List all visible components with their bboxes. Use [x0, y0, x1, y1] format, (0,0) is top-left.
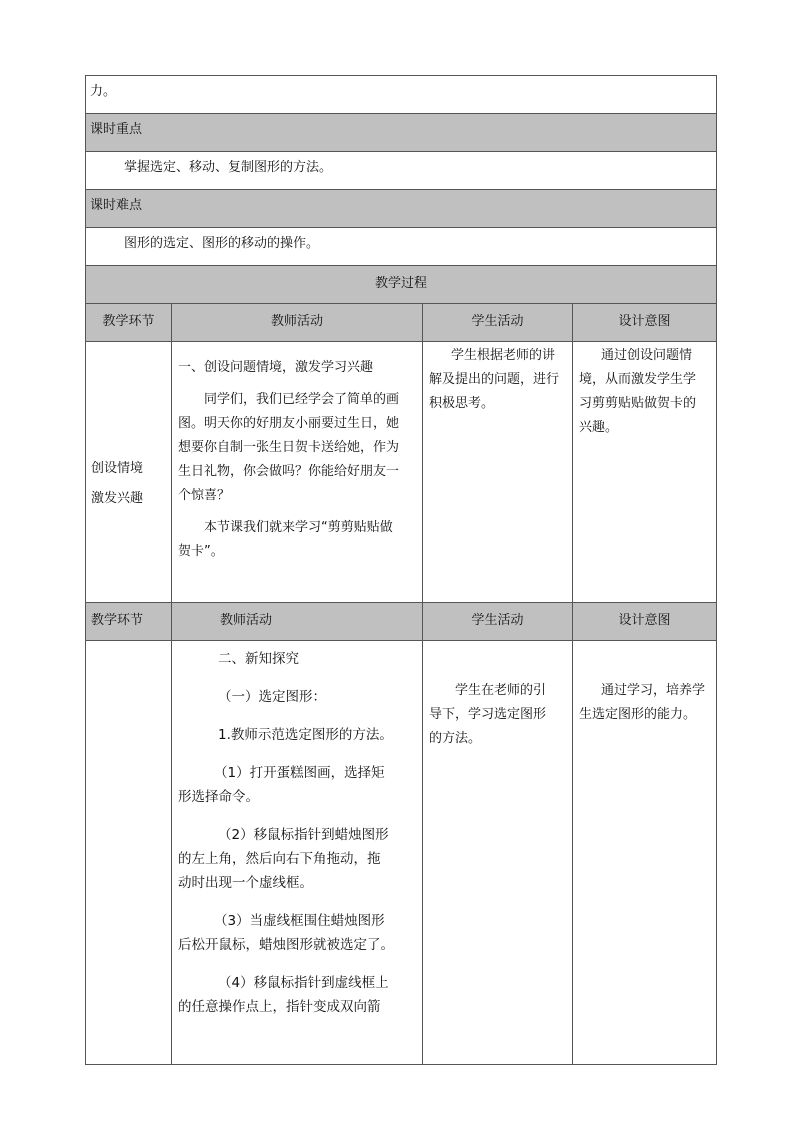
teacher-line: （一）选定图形：	[218, 689, 326, 705]
intent-line: 通过学习，培养学	[601, 683, 706, 698]
difficulty-text: 图形的选定、图形的移动的操作。	[86, 228, 717, 266]
intent-line: 兴趣。	[579, 420, 619, 435]
teacher-line: 贺卡”。	[178, 544, 224, 559]
section2-stage	[86, 641, 172, 1065]
column-header-row-2	[86, 603, 717, 641]
intent-line: 生选定图形的能力。	[579, 707, 697, 722]
header-stage: 教学环节	[86, 603, 172, 641]
intent-line: 习剪剪贴贴做贺卡的	[579, 396, 697, 411]
section1-stage	[86, 342, 172, 603]
teacher-line: （2）移鼠标指针到蜡烛图形	[218, 827, 389, 843]
intent-line: 通过创设问题情	[601, 348, 693, 363]
column-header-row	[86, 304, 717, 342]
section1-student	[423, 342, 573, 603]
section2-intent	[573, 641, 717, 1065]
process-title-row	[86, 266, 717, 304]
teacher-line: 同学们，我们已经学会了简单的画	[204, 392, 400, 407]
teacher-line: 的左上角，然后向右下角拖动，拖	[178, 851, 381, 867]
teacher-line: 想要你自制一张生日贺卡送给她，作为	[178, 440, 400, 455]
intent-line: 境，从而激发学生学	[579, 372, 697, 387]
teacher-line: 动时出现一个虚线框。	[178, 875, 313, 891]
teacher-line: （3）当虚线框围住蜡烛图形	[214, 913, 385, 929]
teacher-line: 本节课我们就来学习“剪剪贴贴做	[204, 520, 393, 535]
student-line: 积极思考。	[429, 396, 495, 411]
teacher-line: 的任意操作点上，指针变成双向箭	[178, 999, 381, 1015]
stage-line: 激发兴趣	[91, 491, 144, 506]
stage-line: 创设情境	[91, 461, 144, 476]
teacher-line: 个惊喜？	[178, 488, 231, 503]
header-teacher: 教师活动	[172, 603, 423, 641]
section1-row	[86, 342, 717, 603]
key-point-header-row	[86, 114, 717, 152]
student-line: 学生在老师的引	[455, 683, 547, 698]
difficulty-label: 课时难点	[86, 190, 717, 228]
header-student: 学生活动	[423, 603, 573, 641]
header-intent: 设计意图	[573, 603, 717, 641]
student-line: 导下，学习选定图形	[429, 707, 547, 722]
continuation-text: 力。	[86, 76, 717, 114]
teacher-line: 后松开鼠标，蜡烛图形就被选定了。	[178, 937, 394, 953]
teacher-line: （4）移鼠标指针到虚线框上	[218, 975, 389, 991]
key-point-label: 课时重点	[86, 114, 717, 152]
difficulty-row	[86, 228, 717, 266]
process-title: 教学过程	[86, 266, 717, 304]
student-line: 的方法。	[429, 731, 482, 746]
section2-teacher	[172, 641, 423, 1065]
lesson-plan-table	[85, 75, 717, 1065]
key-point-text: 掌握选定、移动、复制图形的方法。	[86, 152, 717, 190]
teacher-line: 1.教师示范选定图形的方法。	[218, 727, 393, 743]
section1-intent	[573, 342, 717, 603]
teacher-line: 图。明天你的好朋友小丽要过生日，她	[178, 416, 400, 431]
header-teacher: 教师活动	[172, 304, 423, 342]
header-stage: 教学环节	[86, 304, 172, 342]
section2-student	[423, 641, 573, 1065]
section1-teacher	[172, 342, 423, 603]
teacher-line: 生日礼物，你会做吗？你能给好朋友一	[178, 464, 400, 479]
teacher-heading: 一、创设问题情境，激发学习兴趣	[178, 360, 374, 375]
key-point-row	[86, 152, 717, 190]
section2-row	[86, 641, 717, 1065]
header-student: 学生活动	[423, 304, 573, 342]
student-line: 学生根据老师的讲	[451, 348, 556, 363]
continuation-row	[86, 76, 717, 114]
teacher-line: 形选择命令。	[178, 789, 259, 805]
header-intent: 设计意图	[573, 304, 717, 342]
teacher-heading: 二、新知探究	[218, 651, 299, 667]
teacher-line: （1）打开蛋糕图画，选择矩	[214, 765, 385, 781]
difficulty-header-row	[86, 190, 717, 228]
student-line: 解及提出的问题，进行	[429, 372, 560, 387]
